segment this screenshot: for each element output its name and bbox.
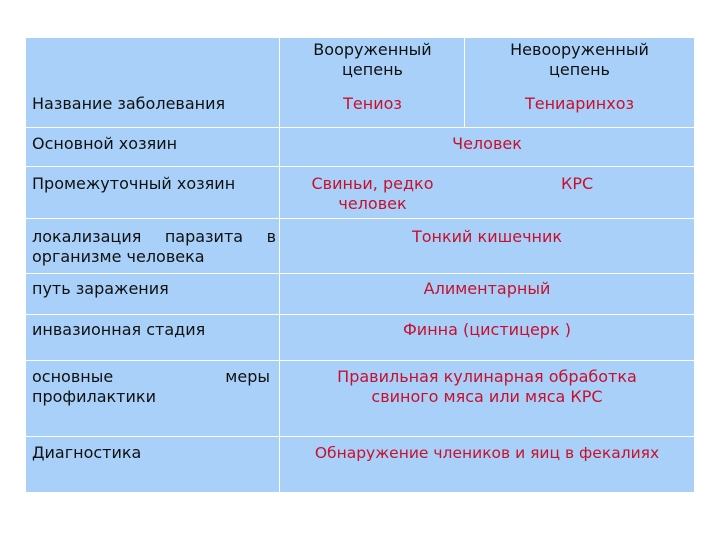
row-label-main-host: Основной хозяин: [32, 134, 178, 153]
label-word: меры: [225, 367, 270, 386]
main-host-value: Человек: [452, 134, 522, 153]
grid-line: [26, 218, 694, 219]
grid-line: [26, 273, 694, 274]
invasive-stage-value: Финна (цистицерк ): [403, 320, 571, 339]
row-label-intermediate-host: Промежуточный хозяин: [32, 174, 236, 193]
row-label-disease-name: Название заболевания: [32, 94, 226, 113]
localization-value: Тонкий кишечник: [411, 227, 563, 246]
column-header-unarmed-tapeworm: [465, 40, 694, 80]
row-label-prevention: [32, 367, 270, 407]
label-line: [32, 367, 270, 387]
prevention-value: [280, 367, 694, 407]
intermediate-host-unarmed-value: КРС: [561, 174, 594, 193]
row-label-diagnostics: Диагностика: [32, 443, 142, 462]
header-line: цепень: [342, 60, 403, 79]
infection-route-value: Алиментарный: [423, 279, 551, 298]
label-line: профилактики: [32, 387, 156, 406]
value-line: человек: [338, 194, 407, 213]
header-line: Вооруженный: [313, 40, 432, 59]
diagnostics-value: Обнаружение члеников и яиц в фекалиях: [314, 444, 660, 462]
value-line: свиного мяса или мяса КРС: [371, 387, 603, 406]
disease-unarmed-value: Тениаринхоз: [524, 94, 635, 113]
intermediate-host-armed-value: [280, 174, 465, 214]
value-line: Свиньи, редко: [311, 174, 434, 193]
value-line: Правильная кулинарная обработка: [337, 367, 637, 386]
label-word: основные: [32, 367, 114, 386]
grid-line: [26, 436, 694, 437]
grid-line: [26, 314, 694, 315]
disease-armed-value: Тениоз: [343, 94, 402, 113]
header-line: цепень: [549, 60, 610, 79]
row-label-infection-route: путь заражения: [32, 279, 169, 298]
label-line: организме человека: [32, 247, 205, 266]
grid-line: [26, 360, 694, 361]
header-line: Невооруженный: [510, 40, 649, 59]
grid-line: [26, 127, 694, 128]
row-label-invasive-stage: инвазионная стадия: [32, 320, 206, 339]
label-line: локализация паразита в: [32, 227, 276, 246]
grid-line: [26, 166, 694, 167]
row-label-localization: [32, 227, 276, 267]
column-header-armed-tapeworm: [280, 40, 465, 80]
